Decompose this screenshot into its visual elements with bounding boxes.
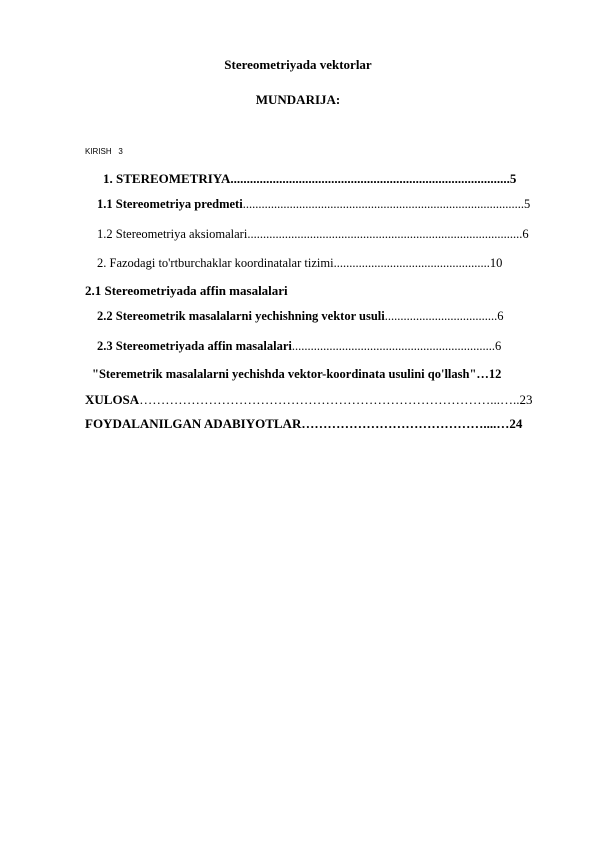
toc-entry[interactable]	[92, 367, 562, 382]
toc-kirish: KIRISH 3	[85, 147, 123, 156]
toc-page-number: 6	[497, 309, 504, 323]
toc-entry-text: "Steremetrik masalalarni yechishda vektor-koordinata usulini qo'llash"…12	[92, 367, 502, 381]
toc-page-number: 6	[522, 227, 529, 241]
toc-page-number: 5	[523, 197, 531, 211]
toc-leader-dots: ......................................................................................	[230, 171, 510, 186]
toc-entry[interactable]	[103, 171, 557, 187]
toc-entry-text: XULOSA	[85, 392, 140, 407]
toc-leader-dots: ………………………………………………………………………...…..	[139, 392, 520, 407]
toc-page-number: 10	[489, 256, 503, 270]
toc-entry[interactable]	[97, 227, 557, 242]
toc-entry[interactable]	[85, 283, 555, 299]
toc-entry-text: FOYDALANILGAN ADABIYOTLAR	[85, 416, 302, 431]
toc-entry-text: 1. STEREOMETRIYA	[103, 171, 231, 186]
toc-leader-dots: ..........................................................................................	[242, 197, 524, 211]
toc-page-number: 6	[495, 339, 502, 353]
toc-page-number: 24	[509, 416, 523, 431]
toc-leader-dots: ……………………………………....…	[301, 416, 510, 431]
toc-leader-dots: ....................................	[384, 309, 498, 323]
toc-page-number: 5	[509, 171, 517, 186]
toc-leader-dots: ..................................................	[333, 256, 490, 270]
toc-entry-text: 2.2 Stereometrik masalalarni yechishning vektor usuli	[97, 309, 385, 323]
toc-entry[interactable]	[85, 416, 560, 432]
document-title: Stereometriyada vektorlar	[224, 57, 372, 72]
toc-entry-text: 2.1 Stereometriyada affin masalalari	[85, 283, 288, 298]
toc-page-number: 23	[519, 392, 533, 407]
toc-entry-text: 1.1 Stereometriya predmeti	[97, 197, 243, 211]
toc-entry-text: 2. Fazodagi to'rtburchaklar koordinatalar tizimi	[97, 256, 334, 270]
toc-entry[interactable]	[97, 339, 557, 354]
toc-leader-dots: ........................................................................................	[247, 227, 523, 241]
toc-entry-text: 2.3 Stereometriyada affin masalalari	[97, 339, 292, 353]
toc-leader-dots: .................................................................	[291, 339, 495, 353]
toc-entry[interactable]	[97, 256, 552, 271]
contents-heading: MUNDARIJA:	[255, 92, 341, 107]
toc-entry-text: 1.2 Stereometriya aksiomalari	[97, 227, 248, 241]
toc-entry[interactable]	[97, 197, 549, 212]
toc-entry[interactable]	[97, 309, 557, 324]
toc-entry[interactable]	[85, 392, 560, 408]
